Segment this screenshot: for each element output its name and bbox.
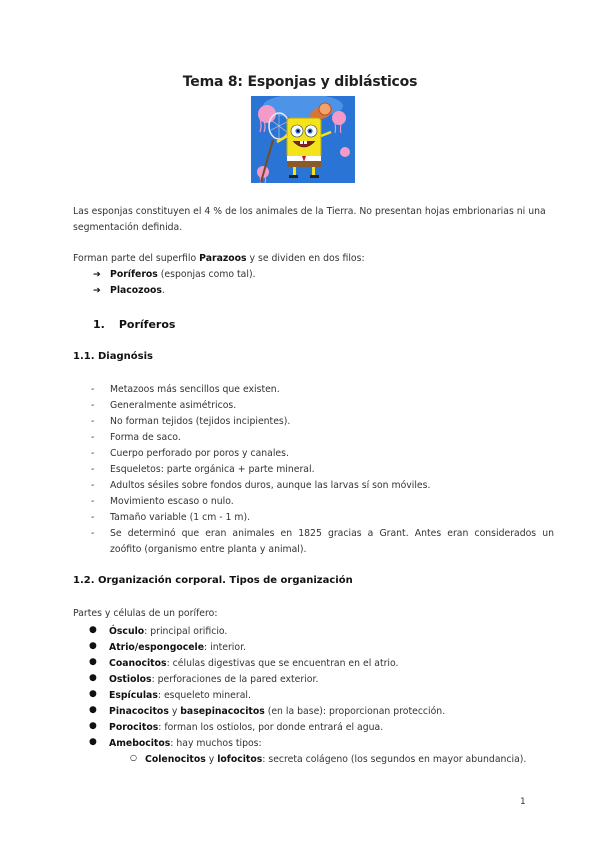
list-item-text: Esqueletos: parte orgánica + parte mineral.	[110, 464, 315, 475]
term: basepinacocitos	[180, 706, 265, 717]
superfilo-pre: Forman parte del superfilo	[73, 253, 200, 264]
term: Coanocitos	[109, 658, 167, 669]
dash-marker: -	[91, 480, 95, 491]
term-desc: : células digestivas que se encuentran en el atrio.	[166, 658, 399, 669]
superfilo-line	[73, 251, 365, 267]
term: Ostiolos	[109, 674, 152, 685]
term: Porocitos	[109, 722, 159, 733]
term: Atrio/espongocele	[109, 642, 205, 653]
term-desc: : hay muchos tipos:	[170, 738, 262, 749]
intro-line-2: segmentación definida.	[73, 222, 183, 233]
bullet-marker: ●	[89, 641, 97, 651]
section-1-number: 1.	[93, 318, 105, 331]
term-desc: : secreta colágeno (los segundos en mayor abundancia).	[262, 754, 527, 765]
dash-marker: -	[91, 496, 95, 507]
term: Ósculo	[109, 626, 145, 637]
bullet-marker: ●	[89, 721, 97, 731]
term: Espículas	[109, 690, 158, 701]
list-item-text: Forma de saco.	[110, 432, 181, 443]
bullet-marker: ●	[89, 673, 97, 683]
filo-name: Poríferos	[110, 269, 158, 280]
list-item-text: Adultos sésiles sobre fondos duros, aunque las larvas sí son móviles.	[110, 480, 431, 491]
dash-marker: -	[91, 384, 95, 395]
list-item-text: Se determinó que eran animales en 1825 gracias a Grant. Antes eran considerados un	[110, 528, 554, 539]
arrow-icon: ➔	[93, 269, 101, 280]
dash-marker: -	[91, 512, 95, 523]
dash-marker: -	[91, 416, 95, 427]
filo-item	[93, 269, 256, 280]
filo-name: Placozoos	[110, 285, 162, 296]
bullet-marker: ●	[89, 705, 97, 715]
list-item-text: Generalmente asimétricos.	[110, 400, 237, 411]
dash-marker: -	[91, 432, 95, 443]
list-item-text: Movimiento escaso o nulo.	[110, 496, 234, 507]
dash-marker: -	[91, 528, 95, 539]
partes-intro: Partes y células de un porífero:	[73, 608, 218, 619]
term-joiner: y	[205, 754, 218, 765]
section-1-label: Poríferos	[118, 318, 176, 331]
intro-line-1: Las esponjas constituyen el 4 % de los animales de la Tierra. No presentan hojas embrionarias ni una	[73, 206, 546, 217]
term: Colenocitos	[145, 754, 206, 765]
term: lofocitos	[217, 754, 263, 765]
list-item-text: No forman tejidos (tejidos incipientes).	[110, 416, 291, 427]
list-item-text: Tamaño variable (1 cm - 1 m).	[110, 512, 251, 523]
list-item-text: zoófito (organismo entre planta y animal).	[110, 544, 307, 555]
term-desc: (en la base): proporcionan protección.	[264, 706, 446, 717]
term-joiner: y	[168, 706, 181, 717]
section-1-2-heading: 1.2. Organización corporal. Tipos de organización	[73, 575, 353, 586]
superfilo-bold: Parazoos	[199, 253, 247, 264]
term-desc: : perforaciones de la pared exterior.	[151, 674, 319, 685]
filo-item	[93, 285, 165, 296]
bullet-marker: ●	[89, 737, 97, 747]
bullet-marker: ●	[89, 657, 97, 667]
spongebob-illustration	[251, 96, 355, 183]
term-desc: : principal orificio.	[144, 626, 228, 637]
list-item-text: Cuerpo perforado por poros y canales.	[110, 448, 289, 459]
sub-bullet-marker: ○	[130, 753, 137, 762]
filo-desc: (esponjas como tal).	[157, 269, 256, 280]
term-desc: : interior.	[204, 642, 246, 653]
term: Pinacocitos	[109, 706, 169, 717]
term-desc: : esqueleto mineral.	[157, 690, 251, 701]
section-1-heading	[93, 318, 175, 331]
bullet-marker: ●	[89, 689, 97, 699]
term: Amebocitos	[109, 738, 171, 749]
dash-marker: -	[91, 464, 95, 475]
filo-desc: .	[161, 285, 165, 296]
page-number: 1	[520, 797, 526, 807]
term-desc: : forman los ostiolos, por donde entrará el agua.	[158, 722, 384, 733]
page-title: Tema 8: Esponjas y diblásticos	[182, 74, 418, 90]
superfilo-post: y se dividen en dos filos:	[246, 253, 365, 264]
dash-marker: -	[91, 448, 95, 459]
bullet-marker: ●	[89, 625, 97, 635]
dash-marker: -	[91, 400, 95, 411]
arrow-icon: ➔	[93, 285, 101, 296]
section-1-1-heading: 1.1. Diagnósis	[73, 351, 153, 362]
list-item-text: Metazoos más sencillos que existen.	[110, 384, 280, 395]
